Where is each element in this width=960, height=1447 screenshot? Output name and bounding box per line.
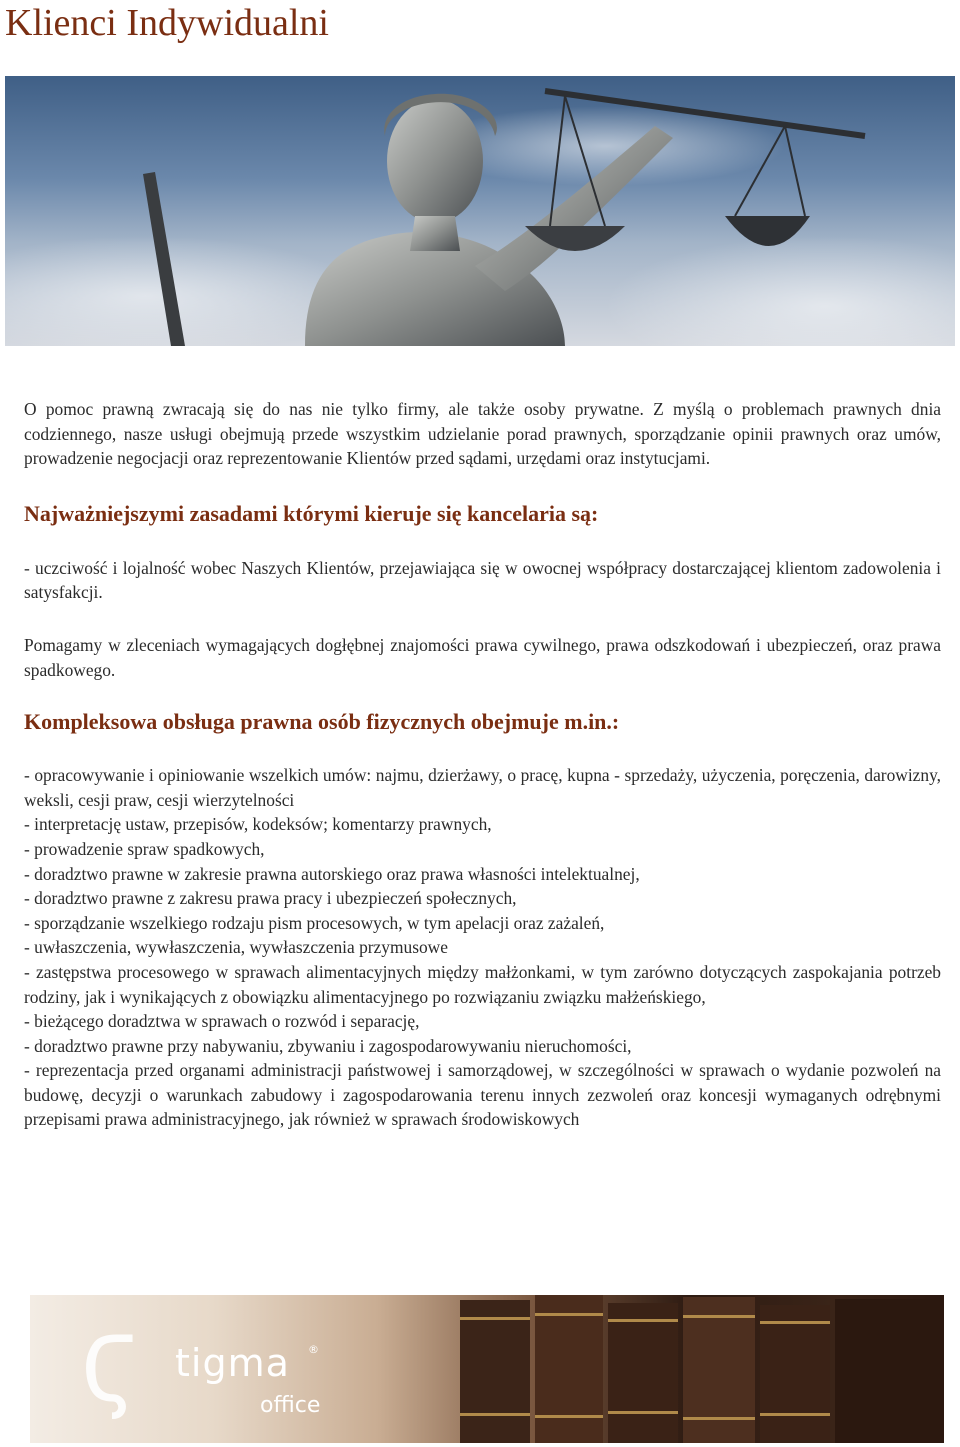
- principles-paragraph-1: - uczciwość i lojalność wobec Naszych Klientów, przejawiająca się w owocnej współpracy dostarczającej klientom zadowolenia i satysfakcji.: [24, 557, 941, 603]
- principles-heading: Najważniejszymi zasadami którymi kieruje się kancelaria są:: [24, 500, 599, 526]
- list-item: - bieżącego doradztwa w sprawach o rozwód i separację,: [24, 1011, 420, 1032]
- logo-mark: Ϛ: [80, 1317, 139, 1422]
- lady-justice-statue-image: [5, 76, 955, 346]
- services-heading: Kompleksowa obsługa prawna osób fizycznych obejmuje m.in.:: [24, 709, 620, 735]
- main-content: [24, 397, 941, 1132]
- list-item: - doradztwo prawne przy nabywaniu, zbywaniu i zagospodarowywaniu nieruchomości,: [24, 1035, 632, 1056]
- list-item: - zastępstwa procesowego w sprawach alimentacyjnych między małżonkami, w tym zarówno dotyczących zaspokajania potrzeb rodziny, jak i wynikających z obowiązku alimentacyjnego po rozwiązaniu związku małżeńskiego,: [24, 961, 941, 1007]
- principles-paragraph-2: Pomagamy w zleceniach wymagających dogłębnej znajomości prawa cywilnego, prawa odszkodowań i ubezpieczeń, oraz prawa spadkowego.: [24, 634, 941, 680]
- logo-registered: ®: [308, 1343, 319, 1356]
- law-books-image: [30, 1295, 944, 1443]
- page-title: Klienci Indywidualni: [5, 2, 329, 44]
- list-item: - doradztwo prawne w zakresie prawna autorskiego oraz prawa własności intelektualnej,: [24, 863, 640, 884]
- list-item: - sporządzanie wszelkiego rodzaju pism procesowych, w tym apelacji oraz zażaleń,: [24, 912, 605, 933]
- stigma-office-logo: [80, 1315, 321, 1425]
- list-item: - uwłaszczenia, wywłaszczenia, wywłaszczenia przymusowe: [24, 937, 448, 958]
- statue-illustration: [5, 76, 955, 346]
- list-item: - doradztwo prawne z zakresu prawa pracy i ubezpieczeń społecznych,: [24, 888, 517, 909]
- logo-subtitle: office: [260, 1393, 321, 1418]
- list-item: - prowadzenie spraw spadkowych,: [24, 838, 265, 859]
- list-item: - opracowywanie i opiniowanie wszelkich umów: najmu, dzierżawy, o pracę, kupna - sprzedaży, użyczenia, poręczenia, darowizny, weksli, cesji praw, cesji wierzytelności: [24, 765, 941, 810]
- list-item: - reprezentacja przed organami administracji państwowej i samorządowej, w szczególności w sprawach o wydanie pozwoleń na budowę, decyzji o warunkach zabudowy i zagospodarowania terenu innych zezwoleń oraz koncesji wymaganych odrębnymi przepisami prawa administracyjnego, jak również w sprawach środowiskowych: [24, 1060, 941, 1130]
- services-list: [24, 763, 941, 1132]
- logo-name: tigma: [175, 1341, 290, 1385]
- intro-paragraph: O pomoc prawną zwracają się do nas nie tylko firmy, ale także osoby prywatne. Z myślą o problemach prawnych dnia codziennego, nasze usługi obejmują przede wszystkim udzielanie porad prawnych, sporządzanie opinii prawnych oraz umów, prowadzenie negocjacji oraz reprezentowanie Klientów przed sądami, urzędami oraz instytucjami.: [24, 399, 941, 469]
- list-item: - interpretację ustaw, przepisów, kodeksów; komentarzy prawnych,: [24, 814, 492, 835]
